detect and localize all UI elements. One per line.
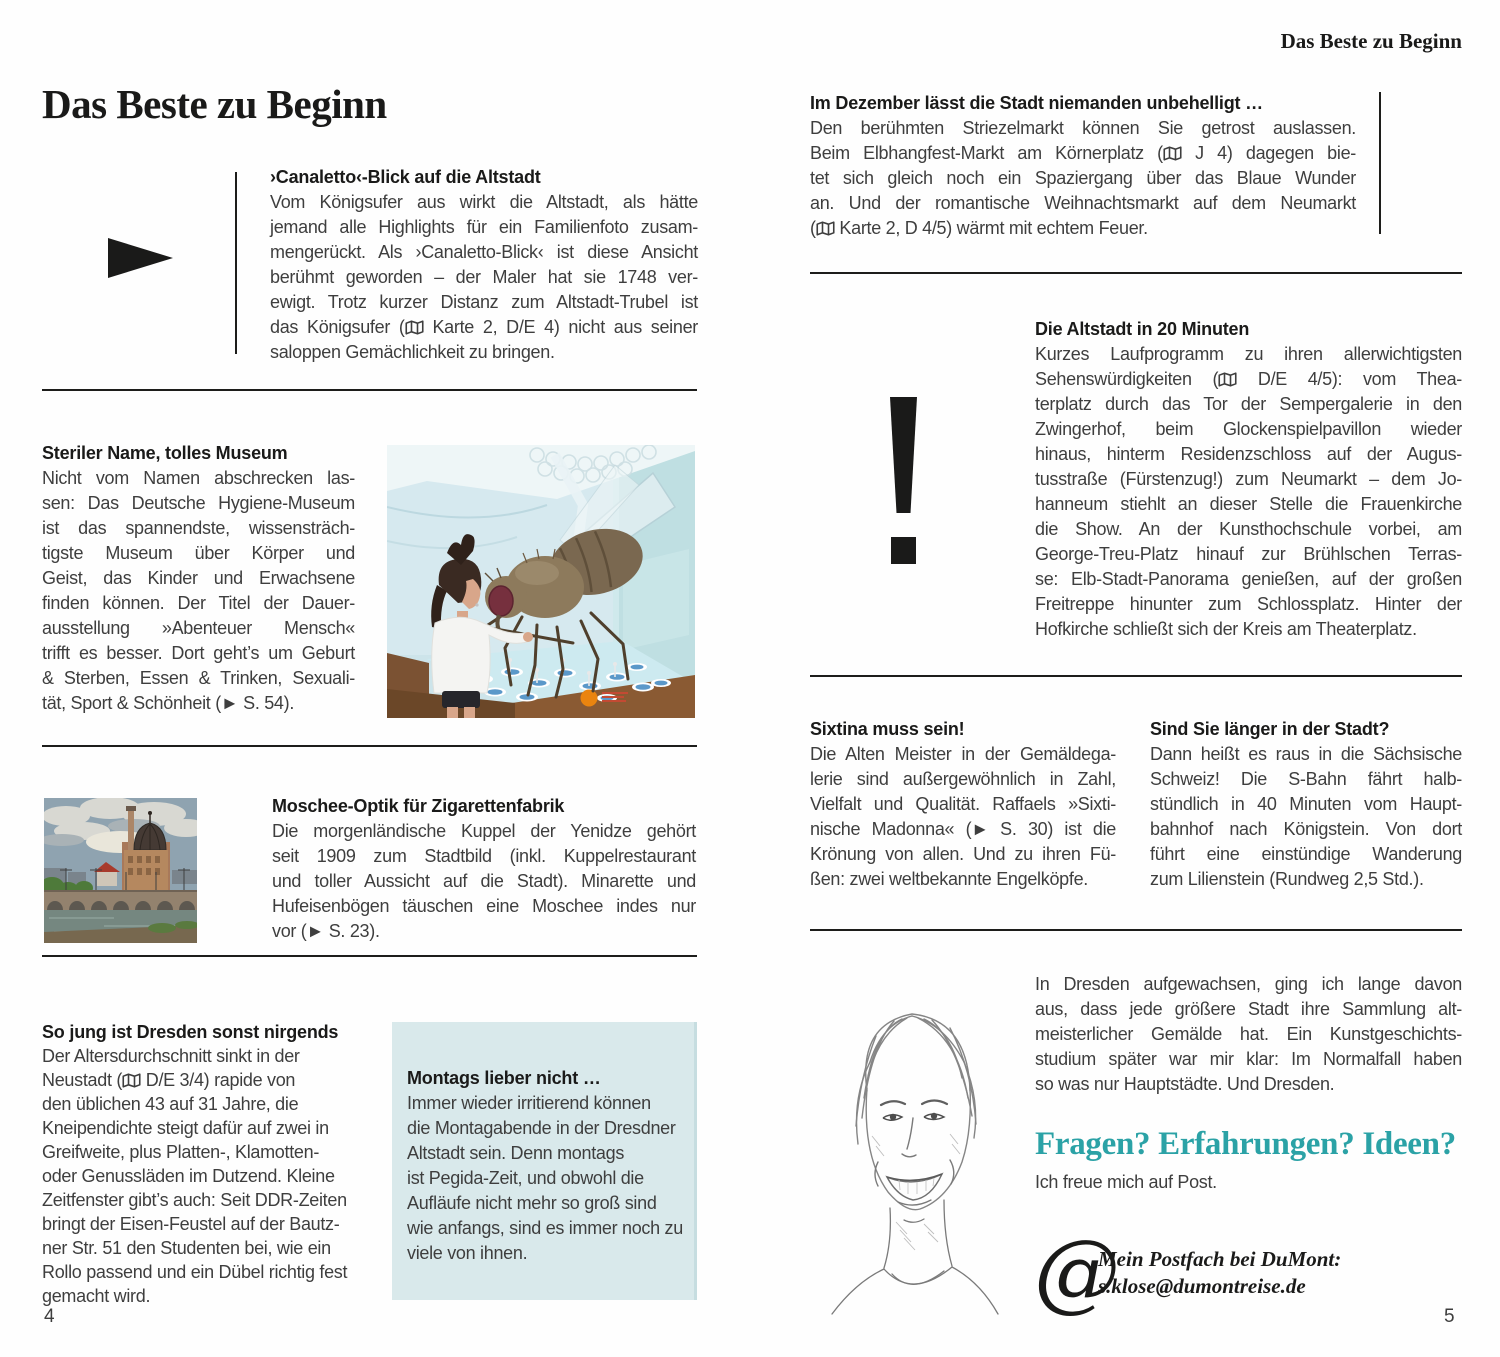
text-line: wie anfangs, sind es immer noch zu xyxy=(407,1218,683,1238)
divider-rule xyxy=(42,745,697,747)
canaletto-paragraph xyxy=(270,190,698,365)
page-number-left: 4 xyxy=(44,1306,55,1327)
hygiene-museum-paragraph xyxy=(42,466,355,716)
montags-paragraph xyxy=(407,1091,683,1266)
text-line: berühmt geworden – der Maler hat sie 1748 ver- xyxy=(270,267,698,287)
fragen-heading: Fragen? Erfahrungen? Ideen? xyxy=(1035,1126,1456,1162)
author-portrait-sketch xyxy=(812,966,1012,1318)
text-line: Rollo passend und ein Dübel richtig fest xyxy=(42,1262,348,1282)
text-line: ist das spannendste, wissensträch- xyxy=(42,518,355,538)
text-line: George-Treu-Platz hinauf zur Brühlschen Terras- xyxy=(1035,544,1462,564)
altstadt-paragraph xyxy=(1035,342,1462,642)
text-line: Sehenswürdigkeiten ( D/E 4/5): vom Thea- xyxy=(1035,367,1462,392)
text-line: die Show. An der Kunsthochschule vorbei, am xyxy=(1035,519,1462,539)
divider-rule xyxy=(810,929,1462,931)
hygiene-museum-section xyxy=(42,441,355,716)
text-line: vor (► S. 23). xyxy=(272,921,380,941)
text-line: tigste Museum über Körper und xyxy=(42,543,355,563)
text-line: Freitreppe hinunter zum Schlossplatz. Hinter der xyxy=(1035,594,1462,614)
text-line: bringt der Eisen-Feustel auf der Bautz- xyxy=(42,1214,340,1234)
text-line: Vom Königsufer aus wirkt die Altstadt, als hätte xyxy=(270,192,698,212)
text-line: Nicht vom Namen abschrecken las- xyxy=(42,468,355,488)
text-line: viele von ihnen. xyxy=(407,1243,528,1263)
text-line: das Königsufer ( Karte 2, D/E 4) nicht aus seiner xyxy=(270,315,698,340)
text-line: bahnhof nach Königstein. Von dort xyxy=(1150,819,1462,839)
map-icon xyxy=(1218,367,1237,392)
laenger-paragraph xyxy=(1150,742,1462,892)
dezember-paragraph xyxy=(810,116,1356,241)
altstadt-section xyxy=(1035,317,1462,642)
text-line: Krönung von allen. Und zu ihren Fü- xyxy=(810,844,1116,864)
text-line: ewigt. Trotz kurzer Distanz zum Altstadt-Trubel ist xyxy=(270,292,698,312)
canaletto-heading: ›Canaletto‹-Blick auf die Altstadt xyxy=(270,167,541,187)
text-line: Beim Elbhangfest-Markt am Körnerplatz ( J 4) dagegen bie- xyxy=(810,141,1356,166)
text-line: zum Lilienstein (Rundweg 2,5 Std.). xyxy=(1150,869,1424,889)
text-line: Neustadt ( D/E 3/4) rapide von xyxy=(42,1070,296,1090)
text-line: Den berühmten Striezelmarkt können Sie getrost auslassen. xyxy=(810,118,1356,138)
text-line: führt eine einstündige Wanderung xyxy=(1150,844,1462,864)
text-line: tet sich gleich noch ein Spaziergang über das Blaue Wunder xyxy=(810,168,1356,188)
text-line: ner Str. 51 den Studenten bei, wie ein xyxy=(42,1238,331,1258)
text-line: terplatz durch das Tor der Sempergalerie in den xyxy=(1035,394,1462,414)
text-line: hinaus, hinterm Residenzschloss auf der Augus- xyxy=(1035,444,1462,464)
text-line: tusstraße (Fürstenzug!) zum Neumarkt – dem Jo- xyxy=(1035,469,1462,489)
text-line: nische Madonna« (► S. 30) ist die xyxy=(810,819,1116,839)
dezember-section xyxy=(810,91,1356,241)
text-line: ßen: zwei weltbekannte Engelköpfe. xyxy=(810,869,1088,889)
yenidze-photo xyxy=(44,798,197,943)
text-line: Zwingerhof, beim Glockenspielpavillon wieder xyxy=(1035,419,1462,439)
text-line: Der Altersdurchschnitt sinkt in der xyxy=(42,1046,300,1066)
text-line: se: Elb-Stadt-Panorama genießen, auf der großen xyxy=(1035,569,1462,589)
text-line: Altstadt sein. Denn montags xyxy=(407,1143,625,1163)
sojung-section xyxy=(42,1020,364,1308)
divider-rule xyxy=(42,955,697,957)
yenidze-heading: Moschee-Optik für Zigarettenfabrik xyxy=(272,796,565,816)
text-line: Kurzes Laufprogramm zu ihren allerwichtigsten xyxy=(1035,344,1462,364)
text-line: Greifweite, plus Platten-, Klamotten- xyxy=(42,1142,320,1162)
text-line: oder Genussläden im Dutzend. Kleine xyxy=(42,1166,335,1186)
laenger-section xyxy=(1150,717,1462,892)
text-line: & Sterben, Essen & Trinken, Sexuali- xyxy=(42,668,355,688)
text-line: Hofkirche schließt sich der Kreis am Theaterplatz. xyxy=(1035,619,1417,639)
text-line: ist Pegida-Zeit, und obwohl die xyxy=(407,1168,644,1188)
yenidze-section xyxy=(272,794,696,944)
page-number-right: 5 xyxy=(1444,1306,1455,1327)
sixtina-heading: Sixtina muss sein! xyxy=(810,719,965,739)
sojung-heading: So jung ist Dresden sonst nirgends xyxy=(42,1022,339,1042)
yenidze-paragraph xyxy=(272,819,696,944)
text-line: Kneipendichte steigt dafür auf zwei in xyxy=(42,1118,329,1138)
text-line: seit 1909 zum Stadtbild (inkl. Kuppelrestaurant xyxy=(272,846,696,866)
map-icon xyxy=(816,216,835,241)
dezember-heading: Im Dezember lässt die Stadt niemanden unbehelligt … xyxy=(810,93,1263,113)
altstadt-heading: Die Altstadt in 20 Minuten xyxy=(1035,319,1250,339)
sojung-paragraph xyxy=(42,1044,364,1308)
montags-info-box xyxy=(392,1022,697,1300)
page-title: Das Beste zu Beginn xyxy=(42,81,387,127)
divider-rule xyxy=(42,389,697,391)
text-line: Dann heißt es raus in die Sächsische xyxy=(1150,744,1462,764)
text-line: den üblichen 43 auf 31 Jahre, die xyxy=(42,1094,299,1114)
hygiene-museum-photo xyxy=(387,445,695,718)
text-line: so was nur Hauptstädte. Und Dresden. xyxy=(1035,1074,1335,1094)
montags-heading: Montags lieber nicht … xyxy=(407,1068,601,1088)
text-line: ( Karte 2, D 4/5) wärmt mit echtem Feuer. xyxy=(810,216,1356,241)
text-line: tät, Sport & Schönheit (► S. 54). xyxy=(42,693,295,713)
sixtina-paragraph xyxy=(810,742,1116,892)
text-line: gemacht wird. xyxy=(42,1286,151,1306)
map-icon xyxy=(122,1068,141,1092)
text-line: lerie sind außergewöhnlich in Zahl, xyxy=(810,769,1116,789)
map-icon xyxy=(1163,141,1182,166)
text-line: finden können. Der Titel der Dauer- xyxy=(42,593,355,613)
text-line: und toller Aussicht auf die Stadt). Minarette und xyxy=(272,871,696,891)
divider-rule xyxy=(810,675,1462,677)
author-intro-paragraph xyxy=(1035,972,1462,1097)
text-line: sen: Das Deutsche Hygiene-Museum xyxy=(42,493,355,513)
dezember-vertical-rule xyxy=(1379,92,1381,234)
text-line: Zeitfenster gibt’s auch: Seit DDR-Zeiten xyxy=(42,1190,347,1210)
canaletto-section xyxy=(270,165,698,365)
text-line: Schweiz! Die S-Bahn fährt halb- xyxy=(1150,769,1462,789)
contact-line-2: s.klose@dumontreise.de xyxy=(1098,1274,1306,1298)
text-line: mengerückt. Als ›Canaletto-Blick‹ ist diese Ansicht xyxy=(270,242,698,262)
hygiene-museum-heading: Steriler Name, tolles Museum xyxy=(42,443,288,463)
map-icon xyxy=(405,315,424,340)
divider-rule xyxy=(810,272,1462,274)
canaletto-vertical-rule xyxy=(235,172,237,354)
text-line: jemand alle Highlights für ein Familienfoto zusam- xyxy=(270,217,698,237)
text-line: stündlich in 40 Minuten vom Haupt- xyxy=(1150,794,1462,814)
author-intro-paragraph-wrap xyxy=(1035,972,1462,1097)
text-line: Hufeisenbögen täuschen eine Moschee indes nur xyxy=(272,896,696,916)
text-line: Aufläufe nicht mehr so groß sind xyxy=(407,1193,657,1213)
text-line: trifft es besser. Dort geht’s um Geburt xyxy=(42,643,355,663)
text-line: saloppen Gemächlichkeit zu bringen. xyxy=(270,342,555,362)
text-line: ausstellung »Abenteuer Mensch« xyxy=(42,618,355,638)
play-triangle-icon xyxy=(108,238,173,278)
running-header: Das Beste zu Beginn xyxy=(1280,29,1462,53)
text-line: Die Alten Meister in der Gemäldega- xyxy=(810,744,1116,764)
text-line: hanneum stiehlt an dieser Stelle die Frauenkirche xyxy=(1035,494,1462,514)
text-line: meisterlicher Gemälde hat. Ein Kunstgeschichts- xyxy=(1035,1024,1462,1044)
text-line: aus, dass jede größere Stadt ihre Sammlung alt- xyxy=(1035,999,1462,1019)
post-line: Ich freue mich auf Post. xyxy=(1035,1172,1217,1192)
text-line: die Montagabende in der Dresdner xyxy=(407,1118,676,1138)
sixtina-section xyxy=(810,717,1116,892)
text-line: studium später war mir klar: Im Normalfall haben xyxy=(1035,1049,1462,1069)
contact-block xyxy=(1098,1246,1341,1300)
text-line: Vielfalt und Qualität. Raffaels »Sixti- xyxy=(810,794,1116,814)
text-line: In Dresden aufgewachsen, ging ich lange davon xyxy=(1035,974,1462,994)
text-line: an. Und der romantische Weihnachtsmarkt auf dem Neumarkt xyxy=(810,193,1356,213)
text-line: Geist, das Kinder und Erwachsene xyxy=(42,568,355,588)
laenger-heading: Sind Sie länger in der Stadt? xyxy=(1150,719,1390,739)
text-line: Die morgenländische Kuppel der Yenidze gehört xyxy=(272,821,696,841)
text-line: Immer wieder irritierend können xyxy=(407,1093,651,1113)
exclamation-icon xyxy=(890,397,917,565)
contact-line-1: Mein Postfach bei DuMont: xyxy=(1098,1247,1342,1271)
at-icon: @ xyxy=(1034,1222,1120,1322)
